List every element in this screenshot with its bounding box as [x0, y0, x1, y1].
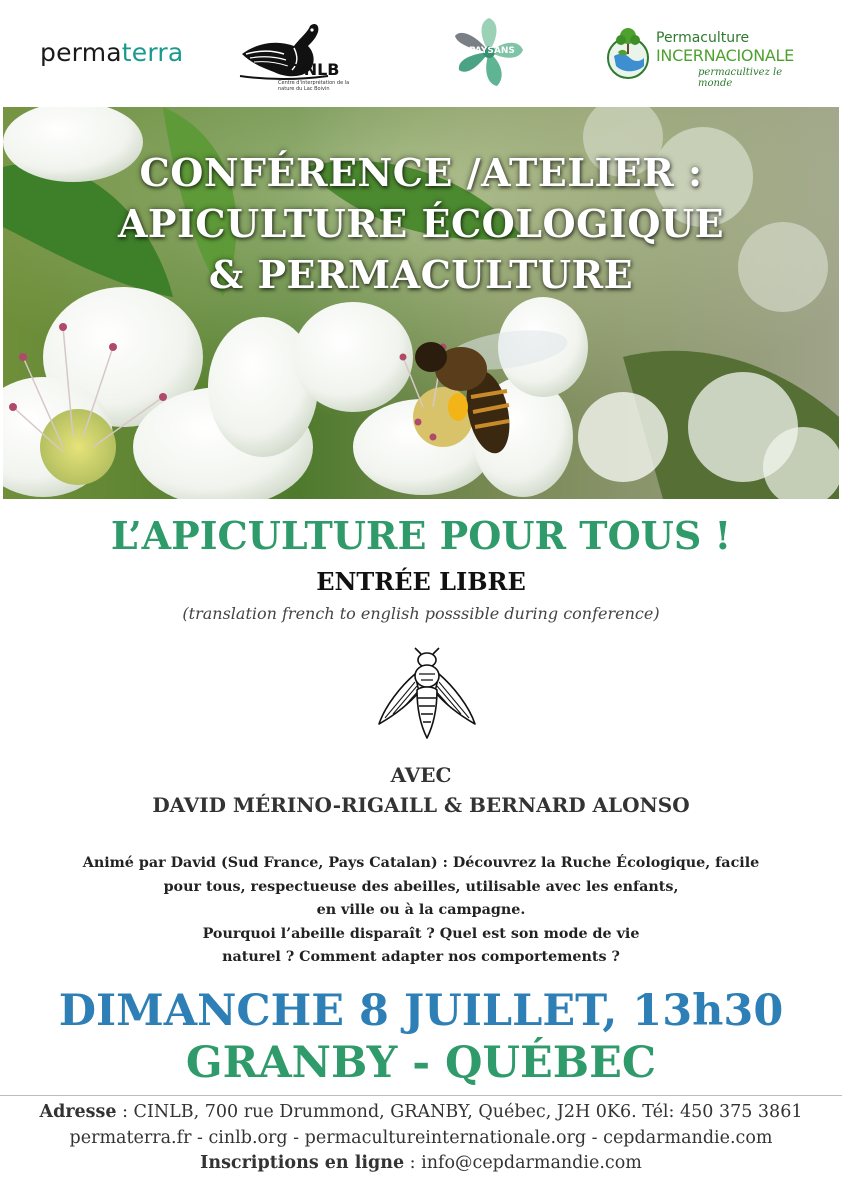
paysans-logo-text: PAYSANS	[469, 46, 515, 56]
footer	[0, 1100, 842, 1177]
hero-photo-bee-on-blossom	[3, 107, 839, 499]
event-date: DIMANCHE 8 JUILLET, 13h30	[58, 986, 784, 1036]
translation-note: (translation french to english posssible during conference)	[182, 604, 660, 623]
globe-tree-icon	[604, 26, 654, 82]
cinlb-logo-text: CINLB	[286, 60, 340, 79]
permaterra-logo-part2: terra	[121, 38, 184, 67]
hero-title-line1: CONFÉRENCE /ATELIER :	[139, 150, 703, 195]
cinlb-logo-subtitle: Centre d'interprétation de la nature du Lac Boivin	[278, 80, 350, 92]
description-line: pour tous, respectueuse des abeilles, utilisable avec les enfants,	[163, 878, 679, 895]
pi-logo-line1: Permaculture	[656, 30, 750, 46]
free-entry-label: ENTRÉE LIBRE	[316, 567, 526, 596]
inscriptions-email[interactable]: : info@cepdarmandie.com	[404, 1153, 642, 1173]
permaterra-logo-part1: perma	[40, 38, 122, 67]
address-label: Adresse	[39, 1102, 117, 1122]
event-place: GRANBY - QUÉBEC	[185, 1038, 657, 1088]
inscriptions-label: Inscriptions en ligne	[200, 1153, 405, 1173]
hero-title-line2: APICULTURE ÉCOLOGIQUE	[117, 201, 725, 246]
hero-title-line3: & PERMACULTURE	[208, 252, 634, 297]
cinlb-logo	[238, 20, 363, 92]
permaculture-internationale-logo	[604, 26, 819, 89]
hero-title	[3, 147, 839, 300]
address-text: : CINLB, 700 rue Drummond, GRANBY, Québec, J2H 0K6. Tél: 450 375 3861	[116, 1102, 803, 1122]
description-line: en ville ou à la campagne.	[316, 902, 526, 918]
logo-strip	[0, 0, 842, 106]
bee-icon	[375, 646, 479, 742]
paysans-logo	[449, 16, 529, 91]
pi-logo-line2: INCERNACIONALE	[656, 46, 794, 65]
headline: L’APICULTURE POUR TOUS !	[110, 513, 732, 558]
footer-inscriptions	[0, 1151, 842, 1177]
footer-address	[0, 1100, 842, 1126]
description	[0, 852, 842, 970]
speakers: DAVID MÉRINO-RIGAILL & BERNARD ALONSO	[152, 793, 690, 817]
description-line: Animé par David (Sud France, Pays Catalan) : Découvrez la Ruche Écologique, facile	[82, 855, 760, 871]
permaterra-logo	[40, 38, 183, 67]
footer-divider	[0, 1095, 842, 1096]
description-line: Pourquoi l’abeille disparaît ? Quel est son mode de vie	[202, 925, 640, 942]
description-line: naturel ? Comment adapter nos comportements ?	[222, 949, 620, 965]
avec-label: AVEC	[390, 763, 452, 787]
pi-logo-tagline: permacultivez le monde	[698, 67, 783, 89]
footer-websites[interactable]: permaterra.fr - cinlb.org - permacultureinternationale.org - cepdarmandie.com	[69, 1127, 773, 1148]
